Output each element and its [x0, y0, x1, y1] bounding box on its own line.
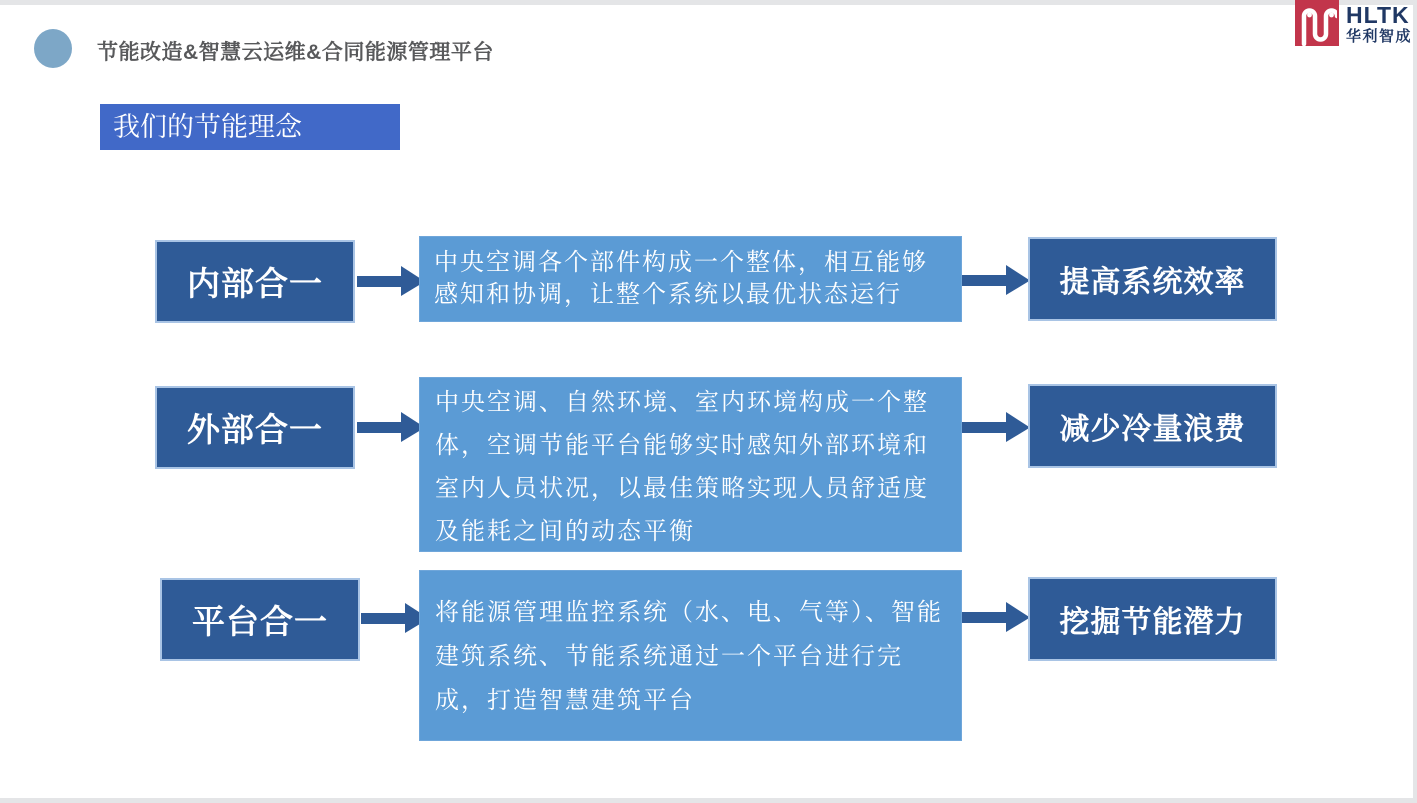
header-bullet-circle — [34, 29, 72, 68]
logo-cn-name: 华利智成 — [1346, 28, 1413, 45]
result-box-reduce-cooling-waste: 减少冷量浪费 — [1028, 384, 1277, 468]
description-box-platform-unity: 将能源管理监控系统（水、电、气等）、智能建筑系统、节能系统通过一个平台进行完成，打造智慧建筑平台 — [419, 570, 962, 741]
frame-strip-top — [0, 0, 1417, 5]
arrow-right-icon — [962, 410, 1030, 444]
arrow-right-icon — [357, 264, 425, 298]
frame-strip-bottom — [0, 798, 1417, 803]
concept-box-platform-unity: 平台合一 — [160, 578, 360, 661]
page-title: 节能改造&智慧云运维&合同能源管理平台 — [97, 41, 494, 64]
description-box-external-unity: 中央空调、自然环境、室内环境构成一个整体，空调节能平台能够实时感知外部环境和室内人员状况，以最佳策略实现人员舒适度及能耗之间的动态平衡 — [419, 377, 962, 552]
result-box-energy-saving-potential: 挖掘节能潜力 — [1028, 577, 1277, 661]
description-box-internal-unity: 中央空调各个部件构成一个整体，相互能够感知和协调，让整个系统以最优状态运行 — [419, 236, 962, 322]
logo-name: HLTK — [1346, 2, 1410, 28]
result-box-system-efficiency: 提高系统效率 — [1028, 237, 1277, 321]
concept-box-external-unity: 外部合一 — [155, 386, 355, 469]
arrow-right-icon — [962, 263, 1030, 297]
logo-text — [1346, 0, 1412, 46]
arrow-right-icon — [357, 410, 425, 444]
section-title-banner: 我们的节能理念 — [100, 104, 400, 150]
company-logo — [1295, 0, 1412, 46]
logo-coil-icon — [1295, 0, 1339, 46]
concept-box-internal-unity: 内部合一 — [155, 240, 355, 323]
arrow-right-icon — [962, 600, 1030, 634]
frame-strip-right — [1413, 0, 1417, 803]
